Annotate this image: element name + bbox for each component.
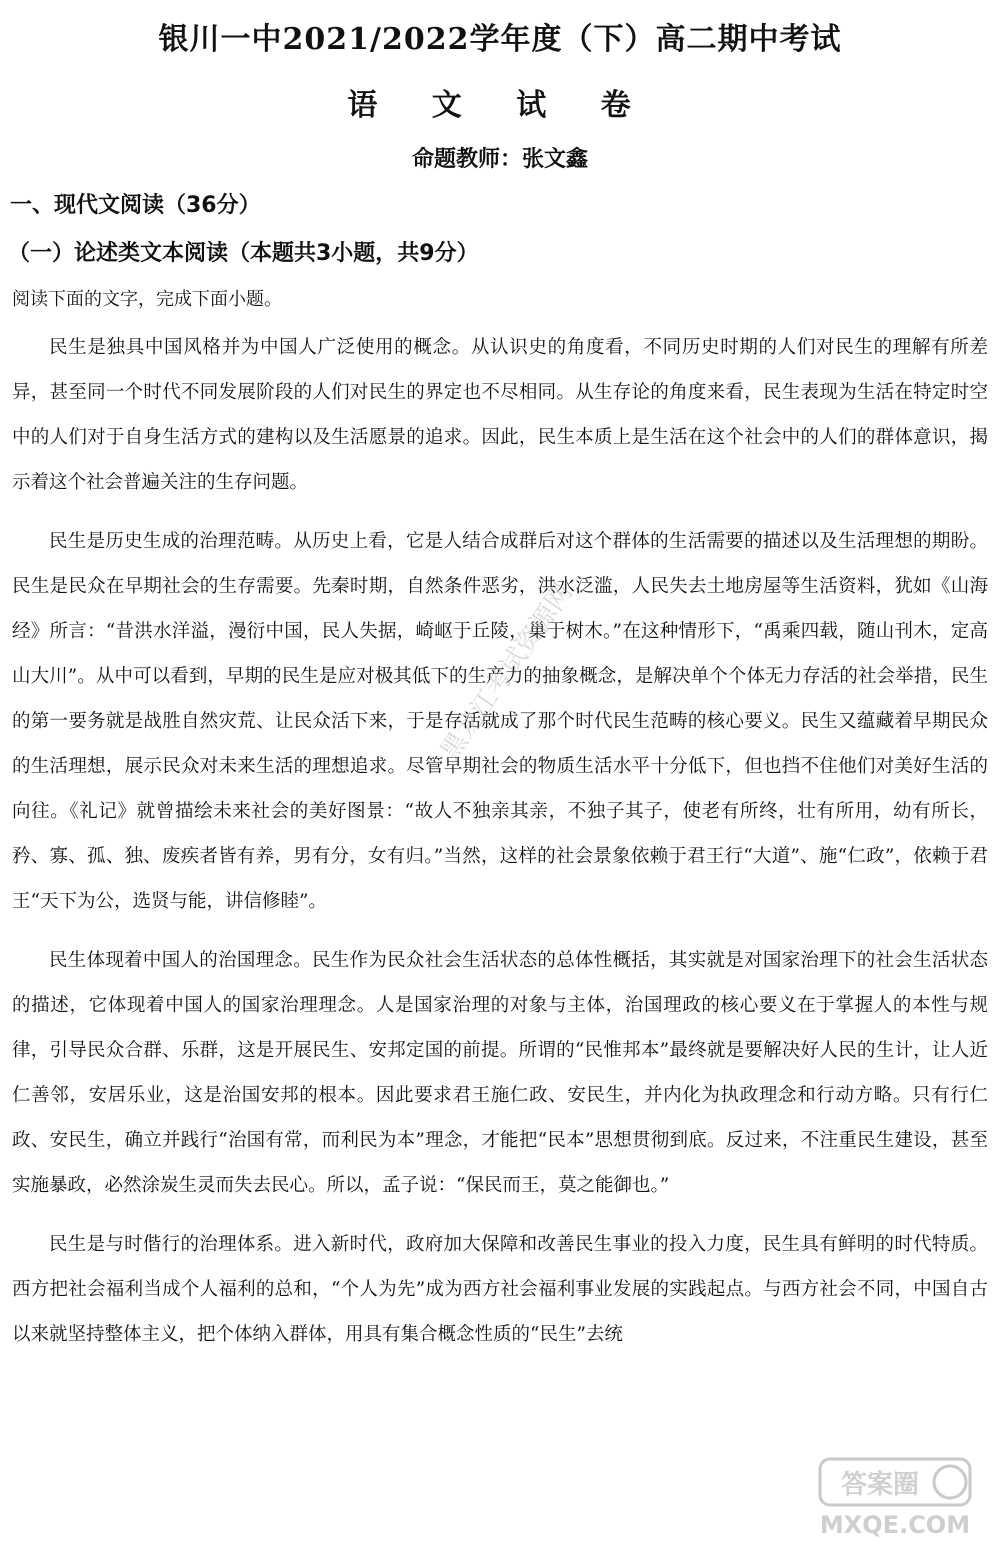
- author-line: 命题教师：张文鑫: [411, 147, 588, 172]
- watermark: 黑龙江考试资源网: [434, 578, 579, 766]
- corner-logo-url: MXQE.COM: [819, 1511, 971, 1539]
- reading-instruction: 阅读下面的文字，完成下面小题。: [12, 289, 282, 310]
- article-body: [12, 325, 988, 1371]
- corner-logo: [800, 1453, 990, 1541]
- corner-logo-brand: 答案圈: [840, 1470, 920, 1500]
- subsection-heading: （一）论述类文本阅读（本题共3小题，共9分）: [8, 241, 479, 266]
- article-paragraph-4: 民生是与时偕行的治理体系。进入新时代，政府加大保障和改善民生事业的投入力度，民生具有鲜明的时代特质。西方把社会福利当成个人福利的总和，“个人为先”成为西方社会福利事业发展的实践起点。与西方社会不同，中国自古以来就坚持整体主义，把个体纳入群体，用具有集合概念性质的“民生”去统: [12, 1234, 988, 1345]
- subject-title: 语 文 试 卷: [347, 88, 653, 123]
- article-paragraph-1: 民生是独具中国风格并为中国人广泛使用的概念。从认识史的角度看，不同历史时期的人们对民生的理解有所差异，甚至同一个时代不同发展阶段的人们对民生的界定也不尽相同。从生存论的角度来看，民生表现为生活在特定时空中的人们对于自身生活方式的建构以及生活愿景的追求。因此，民生本质上是生活在这个社会中的人们的群体意识，揭示着这个社会普遍关注的生存问题。: [12, 337, 988, 493]
- article-paragraph-3: 民生体现着中国人的治国理念。民生作为民众社会生活状态的总体性概括，其实就是对国家治理下的社会生活状态的描述，它体现着中国人的国家治理理念。人是国家治理的对象与主体，治国理政的核心要义在于掌握人的本性与规律，引导民众合群、乐群，这是开展民生、安邦定国的前提。所谓的“民惟邦本”最终就是要解决好人民的生计，让人近仁善邻，安居乐业，这是治国安邦的根本。因此要求君王施仁政、安民生，并内化为执政理念和行动方略。只有行仁政、安民生，确立并践行“治国有常，而利民为本”理念，才能把“民本”思想贯彻到底。反过来，不注重民生建设，甚至实施暴政，必然涂炭生灵而失去民心。所以，孟子说：“保民而王，莫之能御也。”: [12, 950, 988, 1196]
- exam-title: 银川一中2021/2022学年度（下）高二期中考试: [158, 22, 842, 57]
- article-paragraph-2: 民生是历史生成的治理范畴。从历史上看，它是人结合成群后对这个群体的生活需要的描述以及生活理想的期盼。民生是民众在早期社会的生存需要。先秦时期，自然条件恶劣，洪水泛滥，人民失去土地房屋等生活资料，犹如《山海经》所言：“昔洪水洋溢，漫衍中国，民人失据，崎岖于丘陵，巢于树木。”在这种情形下，“禹乘四载，随山刊木，定高山大川”。从中可以看到，早期的民生是应对极其低下的生产力的抽象概念，是解决单个个体无力存活的社会举措，民生的第一要务就是战胜自然灾荒、让民众活下来，于是存活就成了那个时代民生范畴的核心要义。民生又蕴藏着早期民众的生活理想，展示民众对未来生活的理想追求。尽管早期社会的物质生活水平十分低下，但也挡不住他们对美好生活的向往。《礼记》就曾描绘未来社会的美好图景：“故人不独亲其亲，不独子其子，使老有所终，壮有所用，幼有所长，矜、寡、孤、独、废疾者皆有养，男有分，女有归。”当然，这样的社会景象依赖于君王行“大道”、施“仁政”，依赖于君王“天下为公，选贤与能，讲信修睦”。: [12, 531, 988, 912]
- section-heading: 一、现代文阅读（36分）: [10, 193, 261, 218]
